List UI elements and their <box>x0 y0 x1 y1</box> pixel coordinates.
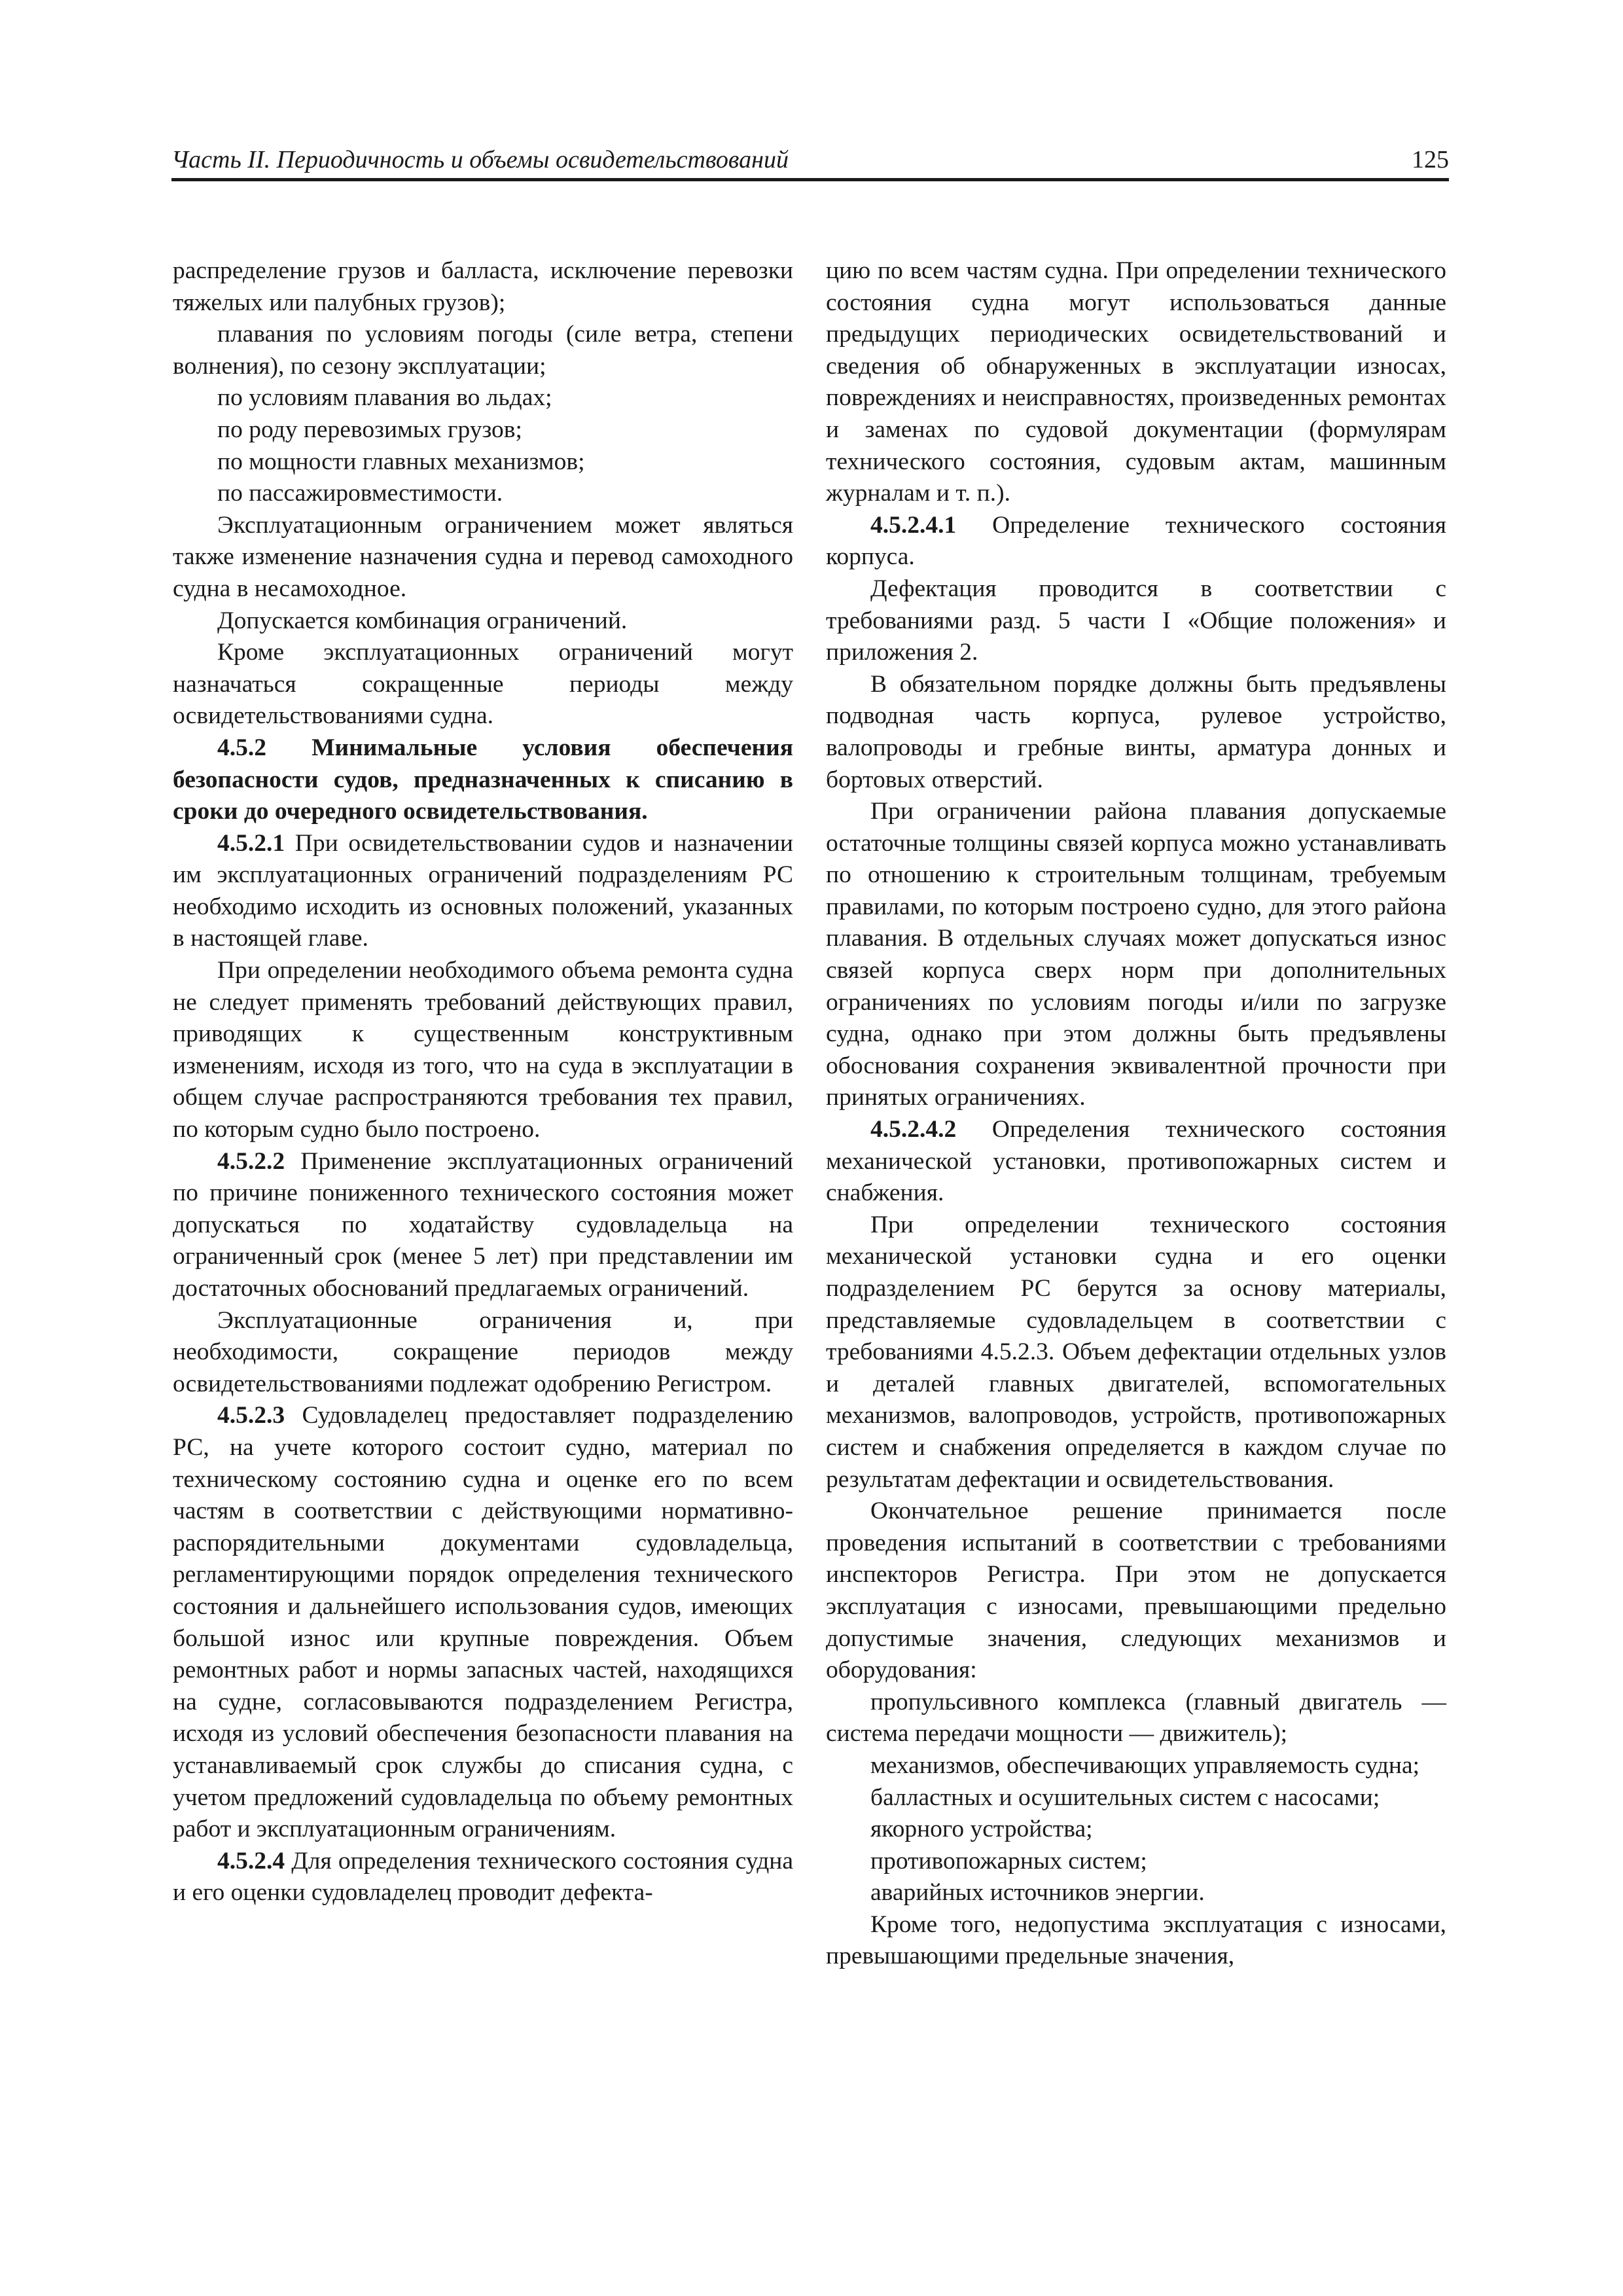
paragraph-text: В обязательном порядке должны быть предъявлены подводная часть корпуса, рулевое устройство, валопроводы и гребные винты, арматура донных и бортовых отверстий. <box>826 670 1446 793</box>
paragraph-text: пропульсивного комплекса (главный двигатель — система передачи мощности — движитель); <box>826 1688 1446 1748</box>
paragraph-text: При определении технического состояния механической установки судна и его оценки подразделением РС берутся за основу материалы, представляемые судовладельцем в соответствии с требованиями 4.5.2.3. Объем дефектации отдельных узлов и деталей главных двигателей, вспомогательных механизмов, валопроводов, устройств, противопожарных систем и снабжения определяется в каждом случае по результатам дефектации и освидетельствования. <box>826 1211 1446 1493</box>
paragraph <box>173 446 793 478</box>
paragraph-text: по пассажировместимости. <box>217 480 503 507</box>
running-header <box>171 145 1449 181</box>
page-number: 125 <box>1412 146 1449 173</box>
right-column <box>826 255 1446 1973</box>
clause-number: 4.5.2.3 <box>217 1402 285 1429</box>
paragraph-text: по роду перевозимых грузов; <box>217 416 522 443</box>
paragraph-text: Определение технического состояния корпуса. <box>826 511 1446 571</box>
paragraph <box>826 1846 1446 1878</box>
paragraph-text: якорного устройства; <box>870 1816 1093 1843</box>
paragraph <box>173 478 793 510</box>
paragraph <box>826 1210 1446 1496</box>
paragraph <box>173 414 793 446</box>
clause-number: 4.5.2.2 <box>217 1147 285 1175</box>
paragraph <box>173 828 793 955</box>
paragraph <box>173 319 793 382</box>
paragraph <box>826 510 1446 573</box>
paragraph-text: Дефектация проводится в соответствии с требованиями разд. 5 части I «Общие положения» и приложения 2. <box>826 575 1446 666</box>
paragraph <box>826 1687 1446 1750</box>
paragraph <box>173 1400 793 1845</box>
left-column <box>173 255 793 1909</box>
paragraph-text: 4.5.2 Минимальные условия обеспечения безопасности судов, предназначенных к списанию в сроки до очередного освидетельствования. <box>173 734 793 825</box>
paragraph-text: цию по всем частям судна. При определении технического состояния судна могут использоваться данные предыдущих периодических освидетельствований и сведения об обнаруженных в эксплуатации износах, повреждениях и неисправностях, произведенных ремонтах и заменах по судовой документации (формулярам технического состояния, судовым актам, машинным журналам и т. п.). <box>826 257 1446 507</box>
paragraph <box>173 637 793 732</box>
paragraph <box>173 1305 793 1401</box>
paragraph <box>826 1877 1446 1909</box>
paragraph-text: противопожарных систем; <box>870 1847 1147 1874</box>
paragraph-text: Применение эксплуатационных ограничений по причине пониженного технического состояния может допускаться по ходатайству судовладельца на ограниченный срок (менее 5 лет) при представлении им достаточных обоснований предлагаемых ограничений. <box>173 1147 793 1302</box>
paragraph-text: Кроме того, недопустима эксплуатация с износами, превышающими предельные значения, <box>826 1910 1446 1970</box>
paragraph <box>826 1782 1446 1814</box>
paragraph <box>173 1146 793 1305</box>
paragraph-text: механизмов, обеспечивающих управляемость судна; <box>870 1751 1420 1779</box>
paragraph-text: Эксплуатационные ограничения и, при необходимости, сокращение периодов между освидетельствованиями подлежат одобрению Регистром. <box>173 1306 793 1397</box>
clause-number: 4.5.2.1 <box>217 829 285 857</box>
paragraph <box>826 1750 1446 1782</box>
paragraph <box>826 1909 1446 1973</box>
paragraph <box>826 669 1446 796</box>
paragraph <box>826 255 1446 510</box>
paragraph-text: распределение грузов и балласта, исключение перевозки тяжелых или палубных грузов); <box>173 257 793 316</box>
clause-number: 4.5.2.4.2 <box>870 1116 957 1143</box>
paragraph-text: При освидетельствовании судов и назначении им эксплуатационных ограничений подразделениям РС необходимо исходить из основных положений, указанных в настоящей главе. <box>173 829 793 952</box>
paragraph-text: Допускается комбинация ограничений. <box>217 607 628 634</box>
section-heading <box>173 732 793 828</box>
paragraph-text: Эксплуатационным ограничением может являться также изменение назначения судна и перевод самоходного судна в несамоходное. <box>173 511 793 602</box>
running-header-title: Часть II. Периодичность и объемы освидетельствований <box>171 146 789 173</box>
paragraph-text: При ограничении района плавания допускаемые остаточные толщины связей корпуса можно устанавливать по отношению к строительным толщинам, требуемым правилами, по которым построено судно, для этого района плавания. В отдельных случаях может допускаться износ связей корпуса сверх норм при дополнительных ограничениях по условиям погоды и/или по загрузке судна, однако при этом должны быть предъявлены обоснования сохранения эквивалентной прочности при принятых ограничениях. <box>826 798 1446 1111</box>
paragraph <box>173 382 793 414</box>
paragraph-text: плавания по условиям погоды (силе ветра, степени волнения), по сезону эксплуатации; <box>173 321 793 380</box>
paragraph <box>173 510 793 605</box>
paragraph <box>826 1114 1446 1210</box>
paragraph-text: Кроме эксплуатационных ограничений могут назначаться сокращенные периоды между освидетельствованиями судна. <box>173 639 793 730</box>
clause-number: 4.5.2.4.1 <box>870 511 957 539</box>
paragraph <box>826 573 1446 669</box>
paragraph-text: по мощности главных механизмов; <box>217 448 585 475</box>
paragraph-text: аварийных источников энергии. <box>870 1879 1205 1907</box>
paragraph-text: Судовладелец предоставляет подразделению РС, на учете которого состоит судно, материал по техническому состоянию судна и оценке его по всем частям в соответствии с действующими нормативно-распорядительными документами судовладельца, регламентирующими порядок определения технического состояния и дальнейшего использования судов, имеющих большой износ или крупные повреждения. Объем ремонтных работ и нормы запасных частей, находящихся на судне, согласовываются подразделением Регистра, исходя из условий обеспечения безопасности плавания на устанавливаемый срок службы до списания судна, с учетом предложений судовладельца по объему ремонтных работ и эксплуатационным ограничениям. <box>173 1402 793 1843</box>
paragraph-text: по условиям плавания во льдах; <box>217 384 552 412</box>
paragraph-text: Окончательное решение принимается после проведения испытаний в соответствии с требованиями инспекторов Регистра. При этом не допускается эксплуатация с износами, превышающими предельно допустимые значения, следующих механизмов и оборудования: <box>826 1498 1446 1684</box>
paragraph <box>173 605 793 637</box>
paragraph <box>826 1496 1446 1687</box>
paragraph <box>826 796 1446 1114</box>
paragraph <box>173 1846 793 1909</box>
paragraph <box>826 1814 1446 1846</box>
paragraph-text: Для определения технического состояния судна и его оценки судовладелец проводит дефекта- <box>173 1847 793 1907</box>
paragraph <box>173 255 793 319</box>
paragraph <box>173 955 793 1146</box>
paragraph-text: балластных и осушительных систем с насосами; <box>870 1784 1380 1811</box>
clause-number: 4.5.2.4 <box>217 1847 285 1874</box>
paragraph-text: Определения технического состояния механической установки, противопожарных систем и снабжения. <box>826 1116 1446 1207</box>
paragraph-text: При определении необходимого объема ремонта судна не следует применять требований действующих правил, приводящих к существенным конструктивным изменениям, исходя из того, что на суда в эксплуатации в общем случае распространяются требования тех правил, по которым судно было построено. <box>173 957 793 1143</box>
